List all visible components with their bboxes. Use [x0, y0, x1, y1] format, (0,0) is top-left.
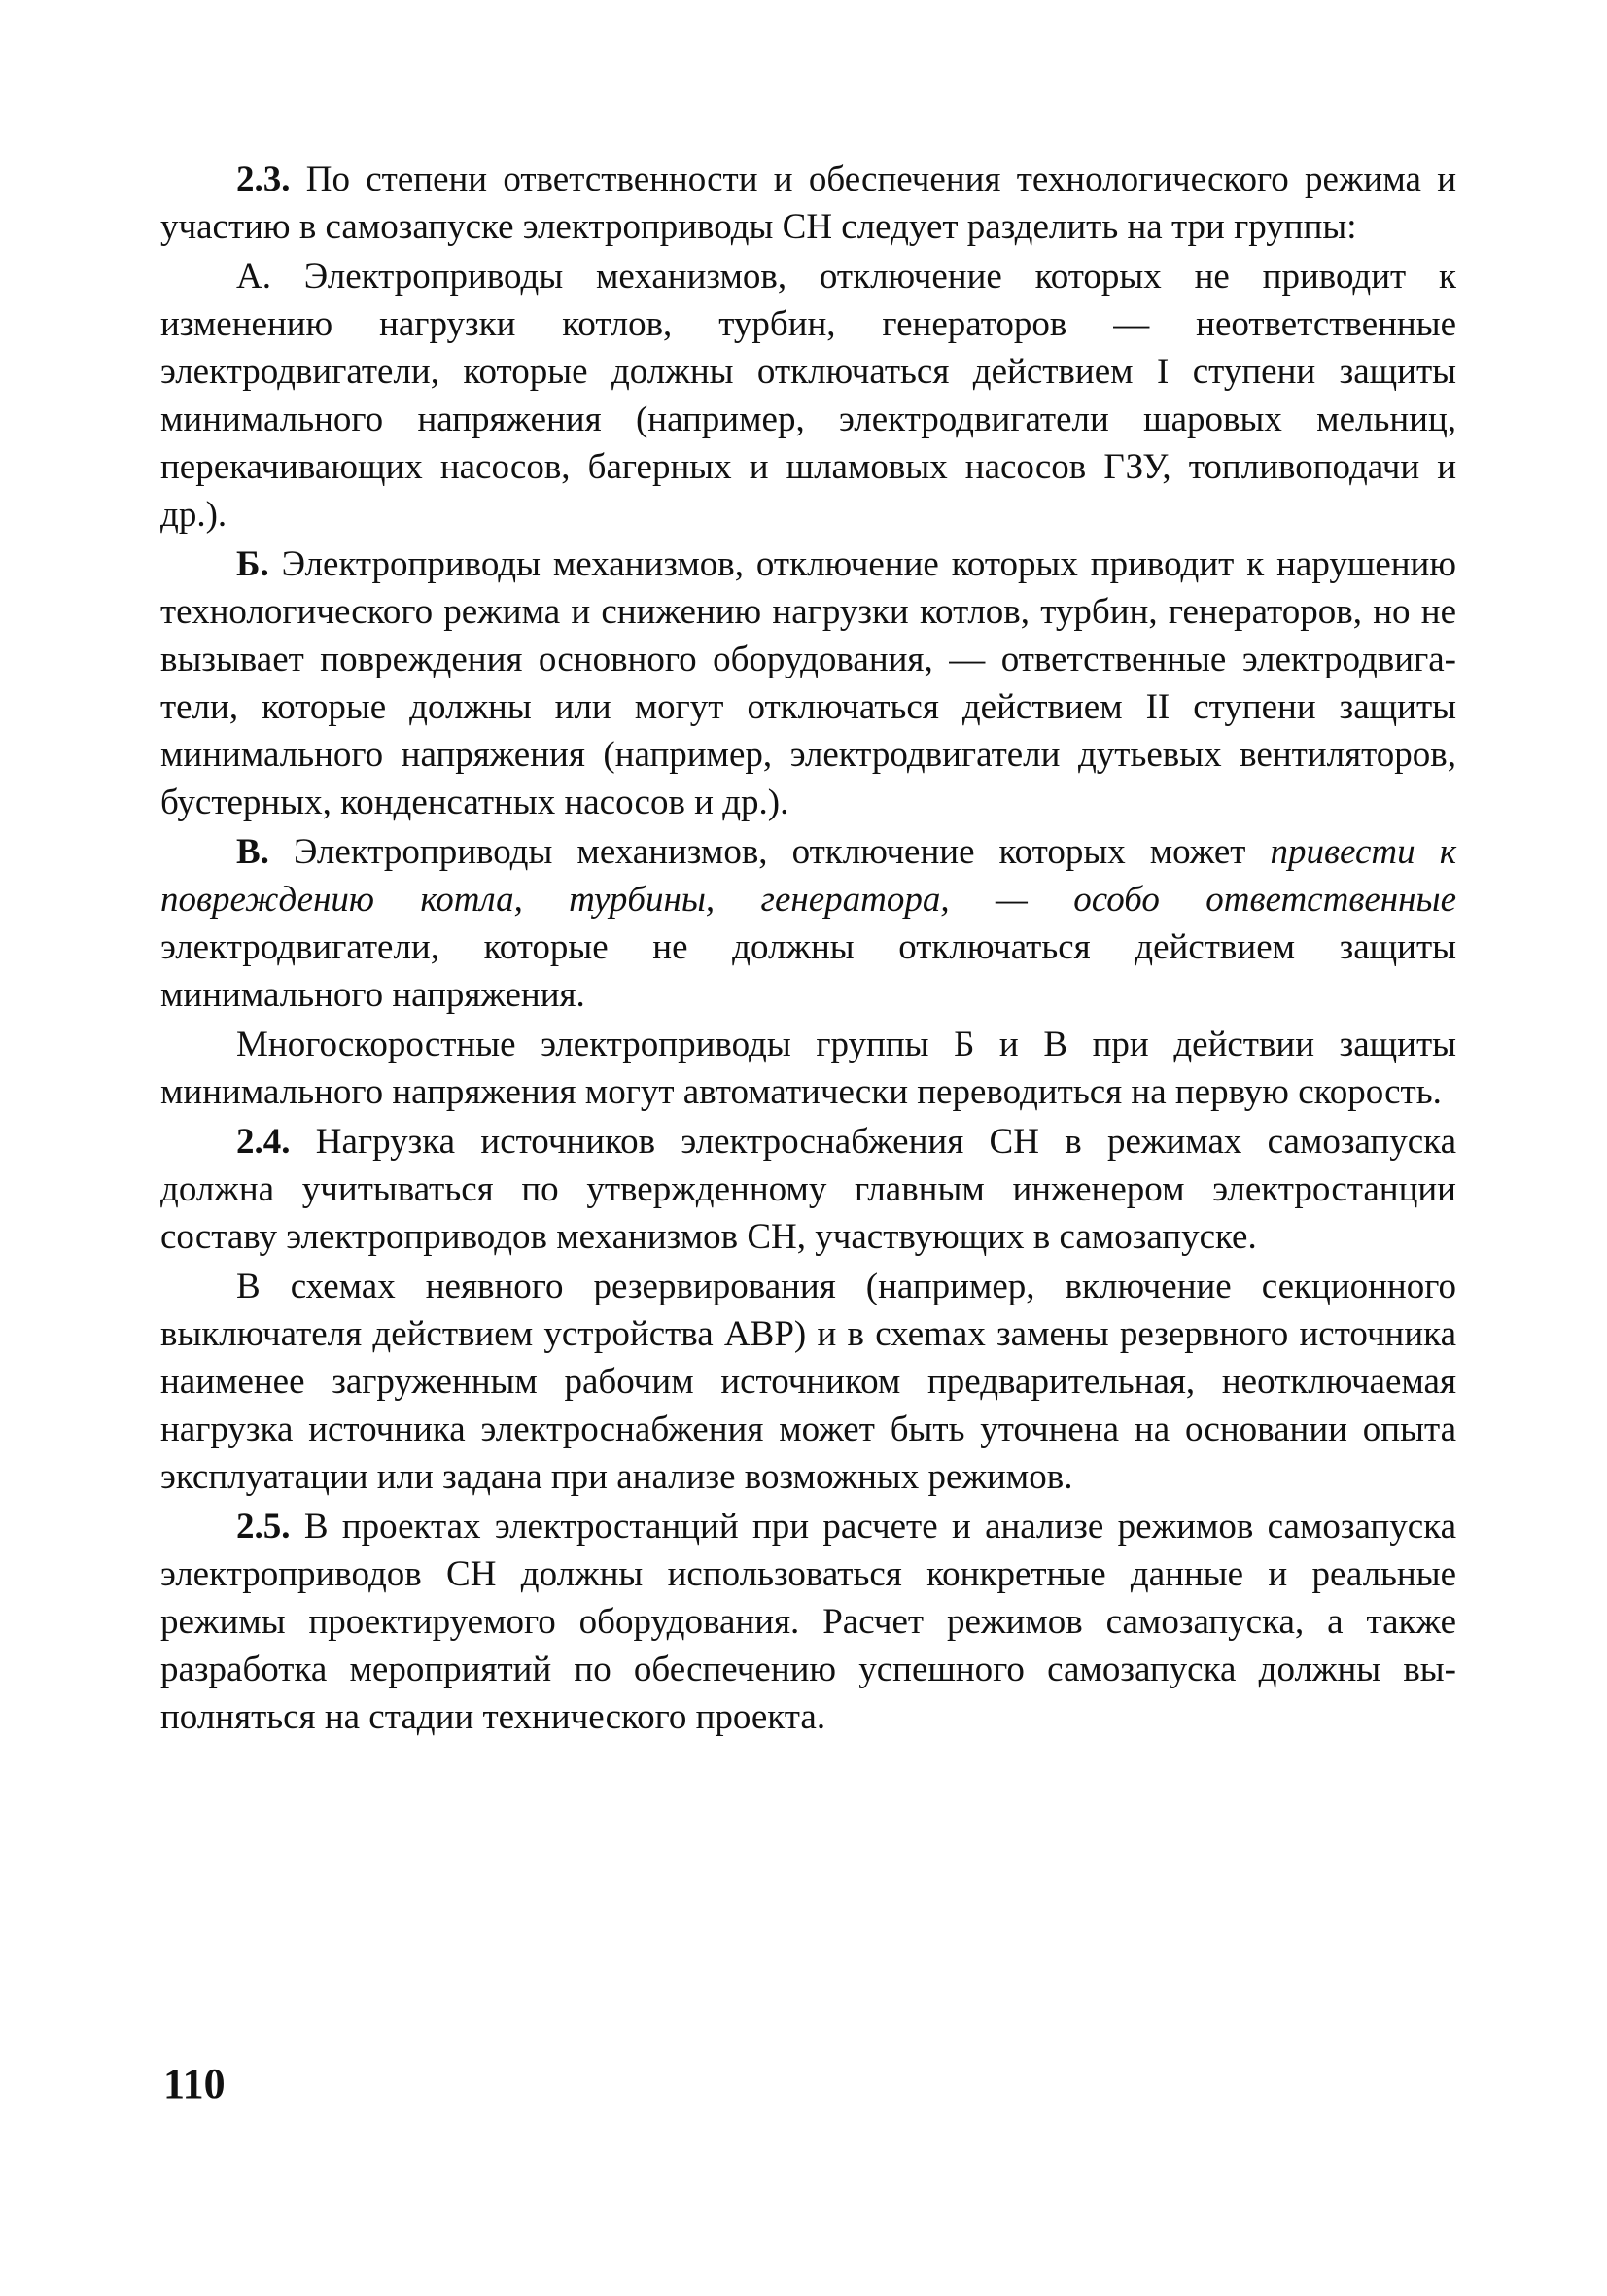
document-page — [160, 156, 1456, 1743]
paragraph-tail: электродвигатели, которые не должны отключаться действием защиты минимального напряжения. — [160, 927, 1456, 1015]
paragraph-text: Электроприводы механизмов, отключение которых не приводит к изменению нагрузки котлов, турбин, генераторов — неответственные электродвигатели, которые должны отключаться действием I ступени защиты минимального напряжения (например, электродвигатели шаровых мельниц, перекачивающих насосов, багерных и шламовых насосов ГЗУ, топливоподачи и др.). — [160, 257, 1456, 535]
paragraph-group-b — [160, 540, 1456, 826]
paragraph-label: Б. — [236, 544, 269, 584]
paragraph-emphasis: привести к повреждению котла, турбины, генератора, — особо ответственные — [160, 832, 1456, 920]
paragraph-2-3 — [160, 156, 1456, 251]
paragraph-2-5 — [160, 1503, 1456, 1741]
paragraph-text: По степени ответственности и обеспечения технологического режима и участию в самозапуске электроприводы СН следует разделить на три группы: — [160, 159, 1456, 247]
paragraph-implicit-reserve — [160, 1263, 1456, 1501]
paragraph-text: Многоскоростные электроприводы группы Б и В при действии защиты минимального напряжения могут автоматически переводиться на первую скорость. — [160, 1025, 1456, 1112]
paragraph-text: Электроприводы механизмов, отключение которых приводит к нарушению технологического режима и снижению нагрузки котлов, турбин, генераторов, но не вызывает повреждения основного оборудования, — ответственные электродвигатели, которые должны или могут отключаться действием II ступени защиты минимального напряжения (например, электродвигатели дутьевых вентиляторов, бустерных, конденсатных насосов и др.). — [160, 544, 1456, 822]
paragraph-label: 2.4. — [236, 1122, 291, 1162]
paragraph-2-4 — [160, 1118, 1456, 1261]
paragraph-group-a — [160, 253, 1456, 539]
paragraph-label: В. — [236, 832, 269, 872]
paragraph-text: Электроприводы механизмов, отключение которых может — [268, 832, 1246, 872]
paragraph-text: В проектах электростанций при расчете и анализе режимов самозапуска электроприводов СН должны использоваться конкретные данные и реальные режимы проектируемого оборудования. Расчет режимов самозапуска, а также разработка мероприятий по обеспечению успешного самозапуска должны выполняться на стадии технического проекта. — [160, 1507, 1456, 1737]
paragraph-text: Нагрузка источников электроснабжения СН в режимах самозапуска должна учитываться по утвержденному главным инженером электростанции составу электроприводов механизмов СН, участвующих в самозапуске. — [160, 1122, 1456, 1257]
paragraph-group-v — [160, 828, 1456, 1019]
paragraph-text: В схемах неявного резервирования (например, включение секционного выключателя действием устройства АВР) и в схеmах замены резервного источника наименее загруженным рабочим источником предварительная, неотключаемая нагрузка источника электроснабжения может быть уточнена на основании опыта эксплуатации или задана при анализе возможных режимов. — [160, 1267, 1456, 1497]
page-number: 110 — [163, 2060, 226, 2107]
paragraph-label: 2.5. — [236, 1507, 291, 1547]
paragraph-label: А. — [236, 257, 271, 296]
paragraph-multispeed — [160, 1021, 1456, 1116]
paragraph-label: 2.3. — [236, 159, 291, 199]
